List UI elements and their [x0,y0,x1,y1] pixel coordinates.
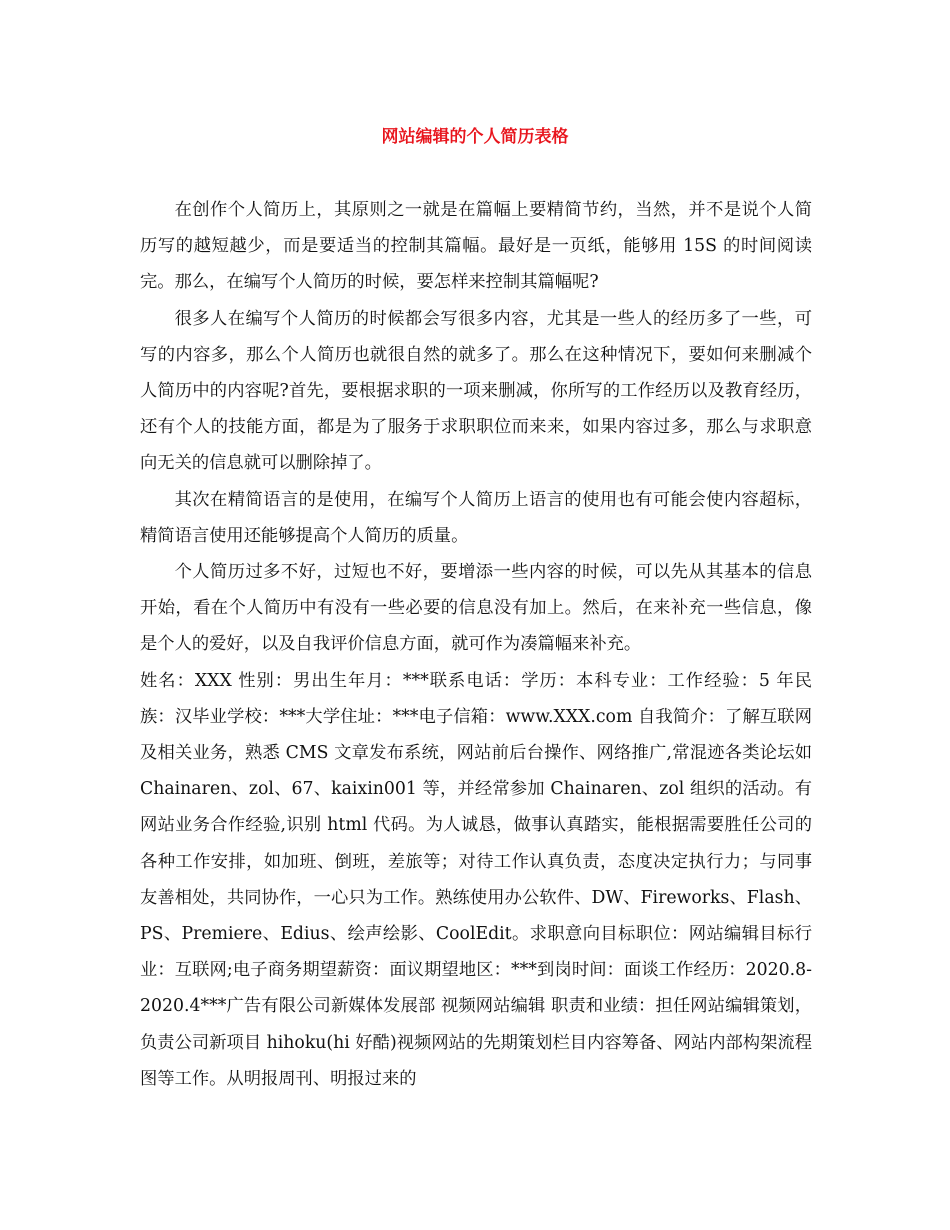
document-body [140,192,812,1097]
paragraph-intro: 在创作个人简历上，其原则之一就是在篇幅上要精简节约，当然，并不是说个人简历写的越短越少，而是要适当的控制其篇幅。最好是一页纸，能够用 15S 的时间阅读完。那么，在编写个人简历的时候，要怎样来控制其篇幅呢? [140,200,812,293]
resume-details: 姓名：XXX 性别：男出生年月：***联系电话：学历：本科专业：工作经验：5 年民族：汉毕业学校：***大学住址：***电子信箱：www.XXX.com 自我简介：了解互联网及相关业务，熟悉 CMS 文章发布系统，网站前后台操作、网络推广,常混迹各类论坛如 Chainaren、zol、67、kaixin001 等，并经常参加 Chainaren、zol 组织的活动。有网站业务合作经验,识别 html 代码。为人诚恳，做事认真踏实，能根据需要胜任公司的各种工作安排，如加班、倒班，差旅等；对待工作认真负责，态度决定执行力；与同事友善相处，共同协作，一心只为工作。熟练使用办公软件、DW、Fireworks、Flash、PS、Premiere、Edius、绘声绘影、CoolEdit。求职意向目标职位：网站编辑目标行业：互联网;电子商务期望薪资：面议期望地区：***到岗时间：面谈工作经历：2020.8-2020.4***广告有限公司新媒体发展部 视频网站编辑 职责和业绩：担任网站编辑策划，负责公司新项目 hihoku(hi 好酷)视频网站的先期策划栏目内容筹备、网站内部构架流程图等工作。从明报周刊、明报过来的 [140,670,812,1089]
paragraph-language: 其次在精简语言的是使用，在编写个人简历上语言的使用也有可能会使内容超标，精简语言使用还能够提高个人简历的质量。 [140,489,812,546]
document-title: 网站编辑的个人简历表格 [381,127,569,147]
paragraph-additions: 个人简历过多不好，过短也不好，要增添一些内容的时候，可以先从其基本的信息开始，看在个人简历中有没有一些必要的信息没有加上。然后，在来补充一些信息，像是个人的爱好，以及自我评价信息方面，就可作为凑篇幅来补充。 [140,562,812,655]
paragraph-content-trimming: 很多人在编写个人简历的时候都会写很多内容，尤其是一些人的经历多了一些，可写的内容多，那么个人简历也就很自然的就多了。那么在这种情况下，要如何来删减个人简历中的内容呢?首先，要根据求职的一项来删减，你所写的工作经历以及教育经历，还有个人的技能方面，都是为了服务于求职职位而来来，如果内容过多，那么与求职意向无关的信息就可以删除掉了。 [140,308,812,474]
